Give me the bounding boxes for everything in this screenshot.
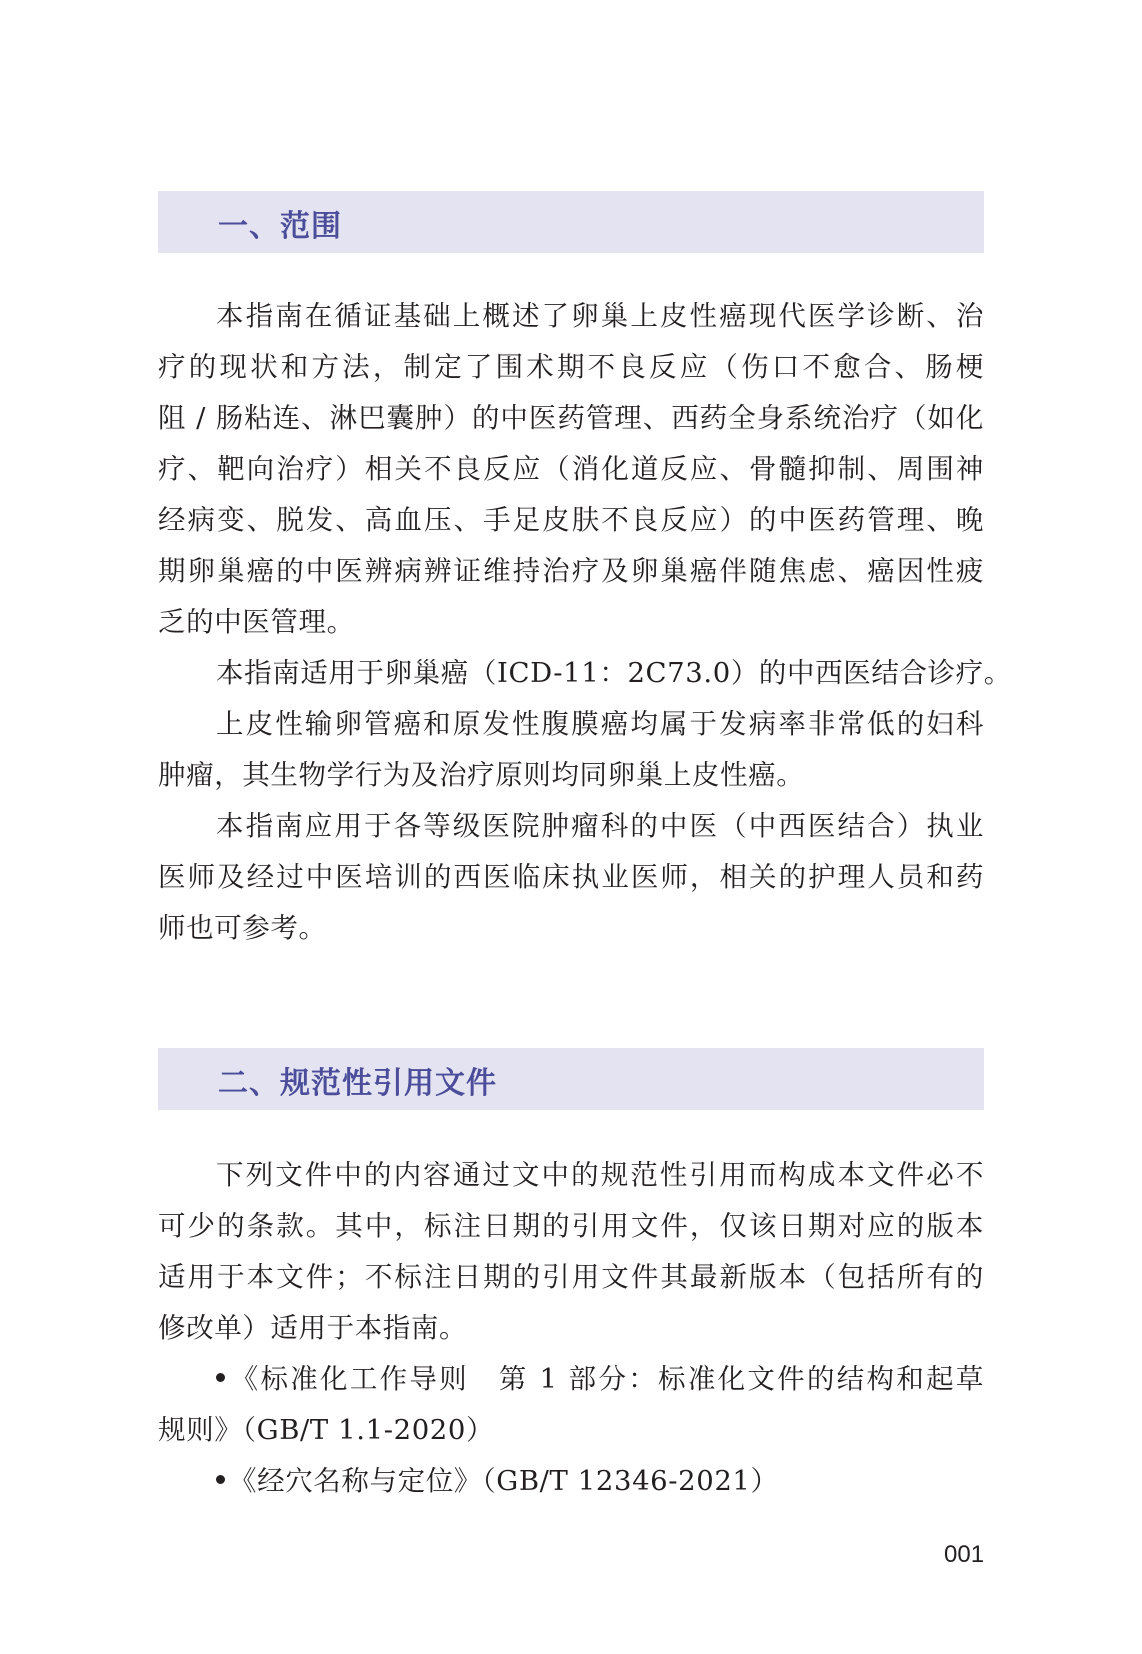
bullet-icon	[216, 1373, 225, 1382]
text-line: 期卵巢癌的中医辨病辨证维持治疗及卵巢癌伴随焦虑、癌因性疲	[158, 555, 984, 587]
text-line: 下列文件中的内容通过文中的规范性引用而构成本文件必不	[216, 1159, 984, 1191]
text-line: 阻 / 肠粘连、淋巴囊肿）的中医药管理、西药全身系统治疗（如化	[158, 402, 984, 434]
section-title: 二、规范性引用文件	[218, 1066, 497, 1101]
paragraph-scope-overview	[158, 291, 984, 648]
text-line: 疗的现状和方法，制定了围术期不良反应（伤口不愈合、肠梗	[158, 351, 984, 383]
text-line: 本指南在循证基础上概述了卵巢上皮性癌现代医学诊断、治	[216, 300, 984, 332]
paragraph-scope-audience	[158, 801, 984, 954]
text-line: 医师及经过中医培训的西医临床执业医师，相关的护理人员和药	[158, 861, 984, 893]
text-line: 适用于本文件；不标注日期的引用文件其最新版本（包括所有的	[158, 1261, 984, 1293]
text-line: 经病变、脱发、高血压、手足皮肤不良反应）的中医药管理、晚	[158, 504, 984, 536]
reference-item	[158, 1456, 984, 1507]
text-line: 本指南应用于各等级医院肿瘤科的中医（中西医结合）执业	[216, 810, 984, 842]
text-line: 修改单）适用于本指南。	[158, 1312, 468, 1344]
reference-text: 《经穴名称与定位》（GB/T 12346-2021）	[229, 1465, 779, 1497]
paragraph-normative-references	[158, 1150, 984, 1354]
text-line: 规则》（GB/T 1.1-2020）	[158, 1414, 495, 1446]
text-line: 疗、靶向治疗）相关不良反应（消化道反应、骨髓抑制、周围神	[158, 453, 984, 485]
page-number: 001	[944, 1541, 985, 1568]
text-line: 肿瘤，其生物学行为及治疗原则均同卵巢上皮性癌。	[158, 759, 805, 791]
text-line	[158, 1456, 984, 1507]
section-header-normative-references	[158, 1048, 984, 1110]
reference-text: 《标准化工作导则 第 1 部分：标准化文件的结构和起草	[229, 1363, 984, 1395]
section-title: 一、范围	[218, 209, 342, 244]
paragraph-scope-applicability	[158, 648, 1012, 699]
section-header-scope	[158, 191, 984, 253]
text-line: 师也可参考。	[158, 912, 327, 944]
text-line: 乏的中医管理。	[158, 606, 355, 638]
text-line	[158, 1354, 984, 1405]
bullet-icon	[216, 1475, 225, 1484]
paragraph-scope-related-cancers	[158, 699, 984, 801]
reference-item	[158, 1354, 984, 1456]
text-line: 上皮性输卵管癌和原发性腹膜癌均属于发病率非常低的妇科	[216, 708, 984, 740]
text-line: 本指南适用于卵巢癌（ICD-11：2C73.0）的中西医结合诊疗。	[216, 657, 1012, 689]
text-line: 可少的条款。其中，标注日期的引用文件，仅该日期对应的版本	[158, 1210, 984, 1242]
